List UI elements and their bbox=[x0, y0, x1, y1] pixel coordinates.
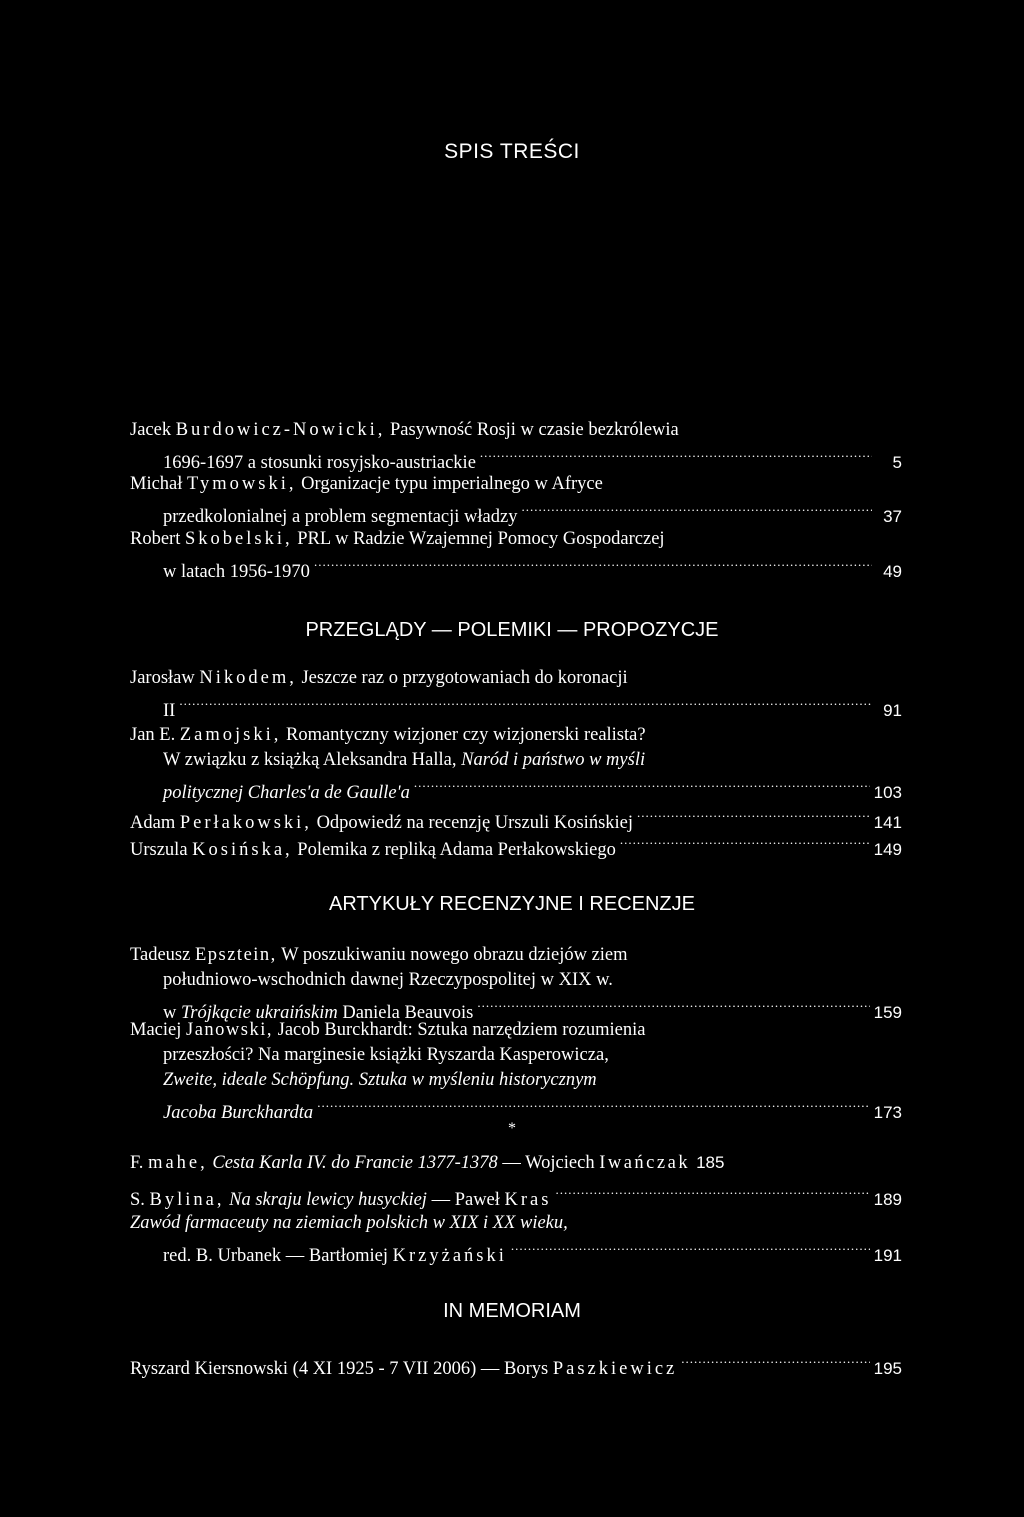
entry-title-continued: przedkolonialnej a problem segmentacji władzy bbox=[163, 507, 518, 527]
dot-leader bbox=[521, 497, 872, 522]
toc-entry-polemic-4 bbox=[130, 830, 902, 863]
page-number: 141 bbox=[873, 813, 902, 832]
author-last-name: Zamojski, bbox=[179, 725, 282, 745]
author-first-name: Tadeusz bbox=[130, 945, 191, 965]
book-title: Cesta Karla IV. do Francie 1377-1378 bbox=[212, 1153, 498, 1173]
entry-title: Jacob Burckhardt: Sztuka narzędziem rozumienia bbox=[277, 1020, 646, 1040]
toc-entry-polemic-2 bbox=[130, 723, 902, 806]
page-number: 189 bbox=[873, 1190, 902, 1209]
section-heading-polemics: PRZEGLĄDY — POLEMIKI — PROPOZYCJE bbox=[305, 619, 719, 641]
reviewer-first-name: Wojciech bbox=[525, 1153, 595, 1173]
book-title: Na skraju lewicy husyckiej bbox=[229, 1190, 427, 1210]
entry-title: Jeszcze raz o przygotowaniach do koronacji bbox=[301, 668, 628, 688]
dot-leader bbox=[637, 803, 870, 828]
entry-title: Polemika z repliką Adama Perłakowskiego bbox=[297, 840, 616, 860]
author-last-name: Tymowski, bbox=[187, 474, 297, 494]
entry-title: Ryszard Kiersnowski (4 XI 1925 - 7 VII 2006) — Borys bbox=[130, 1359, 549, 1379]
entry-title-continued: w latach 1956-1970 bbox=[163, 562, 310, 582]
em-dash: — bbox=[431, 1190, 451, 1210]
entry-title: Odpowiedź na recenzję Urszuli Kosińskiej bbox=[316, 813, 634, 833]
page-number: 49 bbox=[883, 562, 902, 581]
toc-entry-article-1 bbox=[130, 418, 902, 476]
entry-title-continued: przeszłości? Na marginesie książki Ryszarda Kasperowicza, bbox=[163, 1045, 609, 1065]
entry-title-continued: południowo-wschodnich dawnej Rzeczypospolitej w XIX w. bbox=[163, 970, 613, 990]
toc-entry-polemic-1 bbox=[130, 666, 902, 724]
author-last-name: mahe, bbox=[148, 1153, 208, 1173]
author-initial: F. bbox=[130, 1153, 144, 1173]
author-first-name: Adam bbox=[130, 813, 176, 833]
entry-title: Organizacje typu imperialnego w Afryce bbox=[301, 474, 603, 494]
toc-entry-short-review-2 bbox=[130, 1180, 902, 1213]
entry-title-prefix: w bbox=[163, 1003, 177, 1023]
book-title: Zawód farmaceuty na ziemiach polskich w XIX i XX wieku, bbox=[130, 1213, 568, 1233]
author-last-name: Janowski, bbox=[186, 1020, 273, 1040]
page-number: 159 bbox=[873, 1003, 902, 1022]
author-last-name: Epsztein, bbox=[194, 945, 277, 965]
entry-title-continued: W związku z książką Aleksandra Halla, bbox=[163, 750, 457, 770]
page-number: 91 bbox=[883, 701, 902, 720]
dot-leader bbox=[681, 1349, 869, 1374]
book-title: Trójkącie ukraińskim bbox=[181, 1003, 338, 1023]
book-title: Naród i państwo w myśli bbox=[461, 750, 646, 770]
section-heading-memoriam: IN MEMORIAM bbox=[443, 1300, 581, 1322]
page-title: SPIS TREŚCI bbox=[444, 140, 580, 163]
author-first-name: Michał bbox=[130, 474, 183, 494]
toc-entry-article-3 bbox=[130, 527, 902, 585]
dot-leader bbox=[620, 830, 870, 855]
toc-entry-memoriam-1 bbox=[130, 1349, 902, 1382]
author-first-name: Robert bbox=[130, 529, 181, 549]
dot-leader bbox=[511, 1236, 870, 1261]
editor-and-reviewer: red. B. Urbanek — Bartłomiej bbox=[163, 1246, 389, 1266]
reviewer-last-name: Iwańczak bbox=[599, 1153, 691, 1173]
toc-entry-article-2 bbox=[130, 472, 902, 530]
page-number: 195 bbox=[873, 1359, 902, 1378]
reviewer-first-name: Paweł bbox=[454, 1190, 500, 1210]
author-first-name: Jarosław bbox=[130, 668, 195, 688]
author-last-name: Nikodem, bbox=[199, 668, 297, 688]
author-first-name: Urszula bbox=[130, 840, 188, 860]
book-title-continued: Jacoba Burckhardta bbox=[163, 1103, 314, 1123]
dot-leader bbox=[477, 993, 869, 1018]
page-number: 5 bbox=[892, 453, 902, 472]
entry-title: PRL w Radzie Wzajemnej Pomocy Gospodarczej bbox=[297, 529, 665, 549]
page-number: 103 bbox=[873, 783, 902, 802]
dot-leader bbox=[179, 691, 872, 716]
book-author: Daniela Beauvois bbox=[342, 1003, 474, 1023]
toc-entry-short-review-1 bbox=[130, 1150, 902, 1176]
entry-title-continued: II bbox=[163, 701, 176, 721]
author-last-name: Bylina, bbox=[149, 1190, 225, 1210]
author-last-name: Skobelski, bbox=[184, 529, 293, 549]
toc-entry-review-2 bbox=[130, 1018, 902, 1126]
author-last-name: Burdowicz-Nowicki, bbox=[175, 420, 386, 440]
separator-asterisk: * bbox=[508, 1120, 516, 1137]
toc-entry-review-1 bbox=[130, 943, 902, 1026]
author-first-name: Jan E. bbox=[130, 725, 176, 745]
dot-leader bbox=[314, 552, 872, 577]
toc-entry-short-review-3 bbox=[130, 1211, 902, 1269]
author-last-name: Perłakowski, bbox=[179, 813, 312, 833]
book-title: Zweite, ideale Schöpfung. Sztuka w myśleniu historycznym bbox=[163, 1070, 597, 1090]
dot-leader bbox=[480, 443, 872, 468]
author-first-name: Maciej bbox=[130, 1020, 182, 1040]
section-heading-reviews: ARTYKUŁY RECENZYJNE I RECENZJE bbox=[328, 893, 695, 915]
page-number: 37 bbox=[883, 507, 902, 526]
reviewer-last-name: Paszkiewicz bbox=[552, 1359, 678, 1379]
page-number: 191 bbox=[873, 1246, 902, 1265]
reviewer-last-name: Krzyżański bbox=[392, 1246, 507, 1266]
em-dash: — bbox=[502, 1153, 521, 1173]
entry-title: W poszukiwaniu nowego obrazu dziejów ziem bbox=[281, 945, 628, 965]
dot-leader bbox=[317, 1093, 869, 1118]
author-initial: S. bbox=[130, 1190, 145, 1210]
page-number: 173 bbox=[873, 1103, 902, 1122]
entry-title: Pasywność Rosji w czasie bezkrólewia bbox=[390, 420, 679, 440]
entry-title: Romantyczny wizjoner czy wizjonerski realista? bbox=[285, 725, 646, 745]
dot-leader bbox=[414, 773, 870, 798]
author-first-name: Jacek bbox=[130, 420, 172, 440]
page-number: 185 bbox=[696, 1153, 725, 1172]
reviewer-last-name: Kras bbox=[504, 1190, 552, 1210]
book-title-continued: politycznej Charles'a de Gaulle'a bbox=[163, 783, 410, 803]
page-number: 149 bbox=[873, 840, 902, 859]
dot-leader bbox=[555, 1180, 869, 1205]
entry-title-continued: 1696-1697 a stosunki rosyjsko-austriackie bbox=[163, 453, 476, 473]
author-last-name: Kosińska, bbox=[192, 840, 293, 860]
